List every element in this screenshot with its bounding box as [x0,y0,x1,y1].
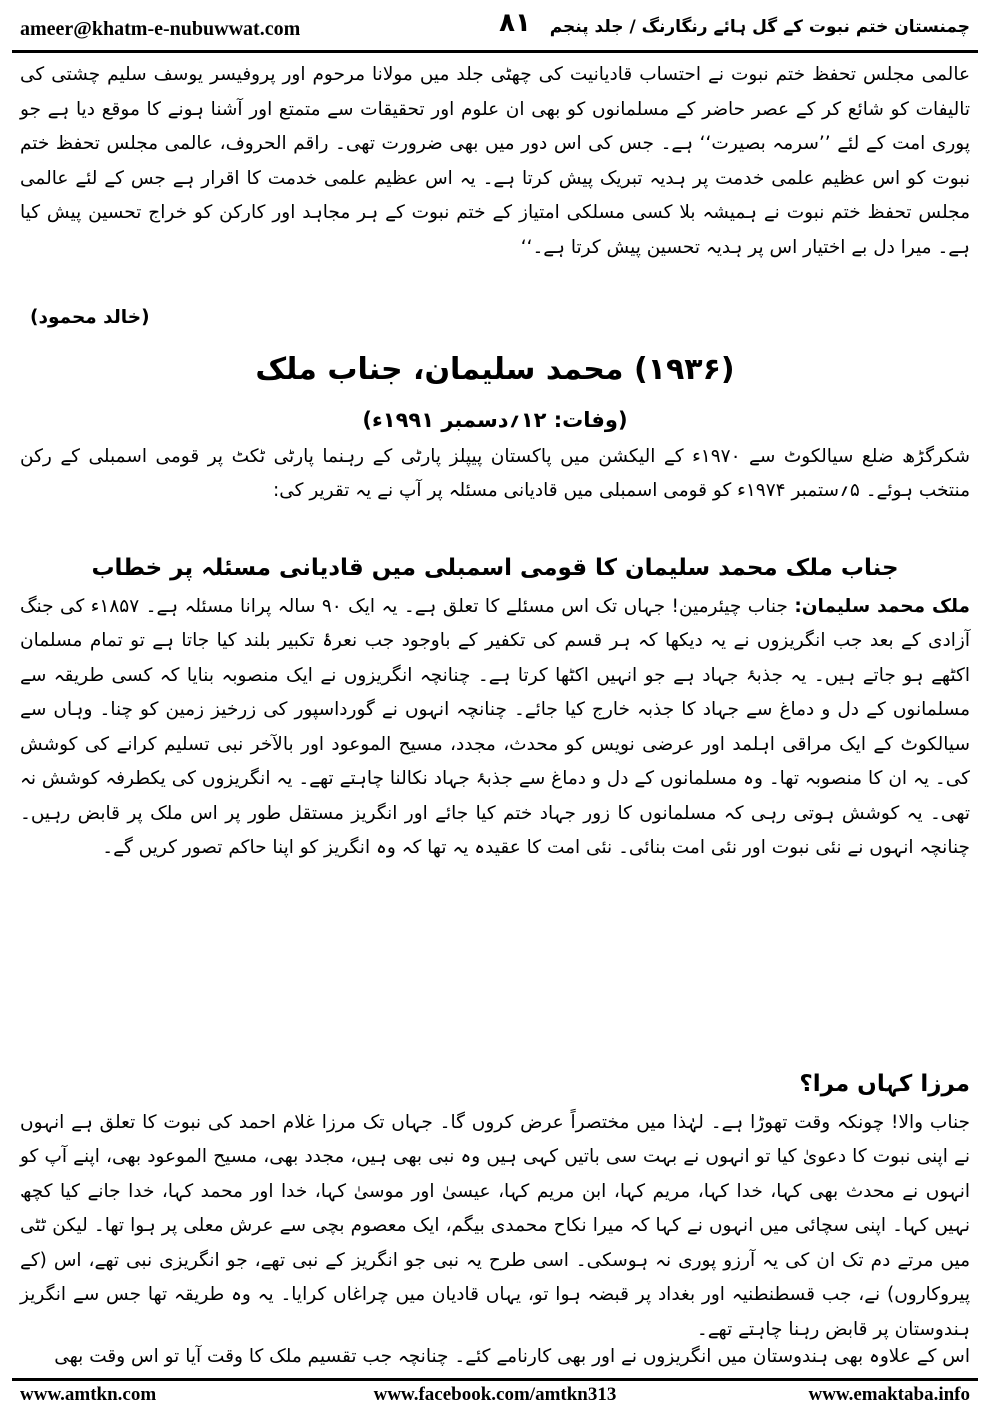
footer-center-url[interactable]: www.facebook.com/amtkn313 [373,1384,617,1405]
page-footer [20,1384,970,1414]
page-number: ۸۱ [499,8,531,38]
speech-title: جناب ملک محمد سلیمان کا قومی اسمبلی میں قادیانی مسئلہ پر خطاب [91,554,899,581]
author-signature: (خالد محمود) [30,307,150,328]
speech-text: جناب چیئرمین! جہاں تک اس مسئلے کا تعلق ہے۔ یہ ایک ۹۰ سالہ پرانا مسئلہ ہے۔ ۱۸۵۷ء کی جنگ آزادی کے بعد جب انگریزوں نے یہ دیکھا کہ ہر قسم کی تکفیر کے باوجود جب نعرۂ تکبیر بلند کیا جاتا ہے تو تمام مسلمان اکٹھے ہو جاتے ہیں۔ یہ جذبۂ جہاد ہے جو انہیں اکٹھا کرتا ہے۔ چنانچہ انگریزوں نے ایک منصوبہ بنایا کہ کسی طریقہ سے مسلمانوں کے دل و دماغ سے جہاد کا جذبہ خارج کیا جائے۔ چنانچہ انہوں نے گورداسپور کی زرخیز زمین کو چنا۔ وہاں سے سیالکوٹ کے ایک مراقی اہلمد اور عرضی نویس کو محدث، مجدد، مسیح الموعود اور بالآخر نبی تسلیم کرانے کی کوشش کی۔ یہ ان کا منصوبہ تھا۔ وہ مسلمانوں کے دل و دماغ سے جذبۂ جہاد نکالنا چاہتے تھے۔ یہ انگریزوں کی یکطرفہ کوشش نہ تھی۔ یہ کوشش ہوتی رہی کہ مسلمانوں کا زور جہاد ختم کیا جائے اور انگریز مستقل طور پر اس ملک پر قابض رہیں۔ چنانچہ انہوں نے نئی نبوت اور نئی امت بنائی۔ نئی امت کا عقیدہ یہ تھا کہ وہ انگریز کو اپنا حاکم تصور کریں گے۔ [20,595,970,858]
entry-heading: (۱۹۳۶) محمد سلیمان، جناب ملک [255,351,735,387]
footer-left-url[interactable]: www.amtkn.com [20,1384,157,1405]
speech-paragraph [20,590,970,1052]
page-header [20,8,970,48]
intro-paragraph: عالمی مجلس تحفظ ختم نبوت نے احتساب قادیانیت کی چھٹی جلد میں مولانا مرحوم اور پروفیسر یوسف سلیم چشتی کی تالیفات کو شائع کر کے عصر حاضر کے مسلمانوں کو بھی ان علوم اور تحقیقات سے متمتع اور آشنا ہونے کا موقع دیا ہے جو پوری امت کے لئے ’’سرمہ بصیرت‘‘ ہے۔ جس کی اس دور میں بھی ضرورت تھی۔ راقم الحروف، عالمی مجلس تحفظ ختم نبوت کو اس عظیم علمی خدمت پر ہدیہ تبریک پیش کرتا ہے۔ یہ اس عظیم علمی خدمت کا اقرار ہے جس کے لئے عالمی مجلس تحفظ ختم نبوت نے ہمیشہ بلا کسی مسلکی امتیاز کے ختم نبوت کے ہر مجاہد اور کارکن کو خراج تحسین پیش کیا ہے۔ میرا دل بے اختیار اس پر ہدیہ تحسین پیش کرتا ہے۔‘‘ [20,64,970,258]
book-title: چمنستان ختم نبوت کے گل ہائے رنگارنگ / جلد پنجم [549,17,970,37]
page-body [20,58,970,1410]
footer-right-url[interactable]: www.emaktaba.info [808,1384,970,1405]
bio-paragraph: شکرگڑھ ضلع سیالکوٹ سے ۱۹۷۰ء کے الیکشن میں پاکستان پیپلز پارٹی کے رہنما پارٹی ٹکٹ پر قومی اسمبلی کے رکن منتخب ہوئے۔ ۵؍ستمبر ۱۹۷۴ء کو قومی اسمبلی میں قادیانی مسئلہ پر آپ نے یہ تقریر کی: [20,445,970,501]
death-date: (وفات: ۱۲؍دسمبر ۱۹۹۱ء) [362,407,628,432]
section-heading: مرزا کہاں مرا؟ [799,1070,970,1097]
section-last-line: اس کے علاوہ بھی ہندوستان میں انگریزوں نے اور بھی کارنامے کئے۔ چنانچہ جب تقسیم ملک کا وقت آیا تو اس وقت بھی [54,1345,970,1367]
section-paragraph: جناب والا! چونکہ وقت تھوڑا ہے۔ لہٰذا میں مختصراً عرض کروں گا۔ جہاں تک مرزا غلام احمد کی نبوت کا تعلق ہے انہوں نے اپنی نبوت کا دعویٰ کیا تو انہوں نے بہت سی باتیں کہی ہیں وہ نبی بھی ہیں، مجدد بھی، مسیح الموعود بھی، اپنے آپ کو انہوں نے محدث بھی کہا، خدا کہا، مریم کہا، ابن مریم کہا، عیسیٰ اور موسیٰ کہا، خدا اور محمد کہا، خدا جانے کیا کچھ نہیں کہا۔ اپنی سچائی میں انہوں نے کہا کہ میرا نکاح محمدی بیگم، ایک معصوم بچی سے عرش معلی پر ہوا تھا۔ لیکن ٹٹی میں مرتے دم تک ان کی یہ آرزو پوری نہ ہوسکی۔ اسی طرح یہ نبی جو انگریز کے نبی تھے، جو انگریزی نبی تھے، اس (کے پیروکاروں) نے، جب قسطنطنیہ اور بغداد پر قبضہ ہوا تو، یہاں قادیان میں چراغاں کرایا۔ یہ وہ طریقہ تھا جس سے انگریز ہندوستان پر قابض رہنا چاہتے تھے۔ [20,1111,970,1340]
header-email: ameer@khatm-e-nubuwwat.com [20,18,301,40]
footer-rule [12,1378,978,1381]
header-rule [12,50,978,53]
speaker-name: ملک محمد سلیمان: [794,595,970,617]
